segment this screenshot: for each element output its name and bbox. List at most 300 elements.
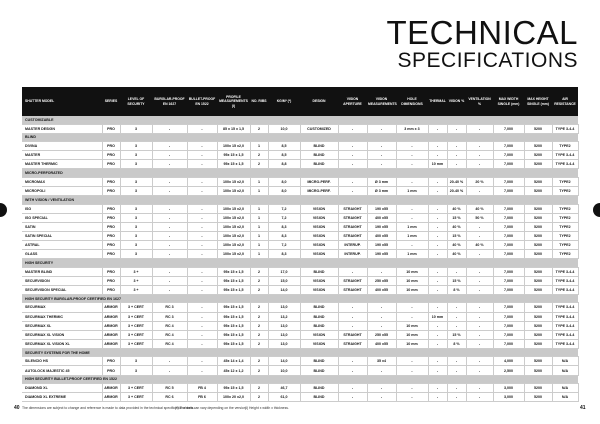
cell: - bbox=[338, 321, 367, 330]
cell: - bbox=[466, 151, 493, 160]
cell: - bbox=[152, 124, 187, 133]
cell: PRO bbox=[102, 160, 120, 169]
cell: ARMOR bbox=[102, 384, 120, 393]
cell: PRO bbox=[102, 357, 120, 366]
cell: BLIND bbox=[300, 142, 338, 151]
cell: 95x 15 x 1,5 bbox=[217, 285, 250, 294]
cell: 7,000 bbox=[493, 231, 524, 240]
cell: TYPE 3-4-4 bbox=[552, 339, 578, 348]
cell: - bbox=[396, 312, 428, 321]
cell: 2 bbox=[250, 366, 268, 375]
model-name: ISO SPECIAL bbox=[22, 213, 102, 222]
cell: 7,000 bbox=[493, 213, 524, 222]
table-row bbox=[22, 393, 578, 402]
group-row bbox=[22, 259, 578, 268]
cell: 15 % bbox=[447, 213, 466, 222]
cell: - bbox=[466, 357, 493, 366]
cell: - bbox=[466, 160, 493, 169]
cell: - bbox=[447, 384, 466, 393]
cell: 3 + CERT bbox=[120, 384, 152, 393]
cell: - bbox=[466, 222, 493, 231]
cell: - bbox=[428, 303, 447, 312]
cell: 35 x4 bbox=[367, 357, 396, 366]
cell: - bbox=[367, 384, 396, 393]
cell: - bbox=[187, 285, 217, 294]
cell: - bbox=[152, 160, 187, 169]
cell: 7,000 bbox=[493, 312, 524, 321]
cell: RC 5 bbox=[152, 384, 187, 393]
cell: 3 bbox=[120, 124, 152, 133]
cell: 2 bbox=[250, 285, 268, 294]
cell: 3,000 bbox=[493, 393, 524, 402]
cell: - bbox=[396, 357, 428, 366]
cell: 13,0 bbox=[268, 330, 300, 339]
cell: - bbox=[428, 240, 447, 249]
cell: - bbox=[338, 393, 367, 402]
cell: 8,0 bbox=[268, 177, 300, 186]
cell: - bbox=[152, 240, 187, 249]
cell: 100x 15 x2,0 bbox=[217, 250, 250, 259]
cell: 14,0 bbox=[268, 357, 300, 366]
cell: TYPE2 bbox=[552, 186, 578, 195]
cell: 3 + CERT bbox=[120, 339, 152, 348]
cell: 20 % bbox=[466, 177, 493, 186]
page-number-right: 41 bbox=[580, 405, 586, 411]
cell: 3 bbox=[120, 366, 152, 375]
cell: MICRO-PERF. bbox=[300, 186, 338, 195]
cell: 8 % bbox=[447, 339, 466, 348]
group-label: HIGH SECURITY BULLET-PROOF CERTIFIED EN 1522 bbox=[22, 375, 578, 384]
cell: - bbox=[152, 222, 187, 231]
cell: 46,7 bbox=[268, 384, 300, 393]
cell: BLIND bbox=[300, 312, 338, 321]
footnote: The dimensions are subject to change and reference is made to data provided in the technical specification sheets. bbox=[22, 406, 195, 410]
table-row bbox=[22, 384, 578, 393]
cell: ARMOR bbox=[102, 339, 120, 348]
cell: - bbox=[466, 321, 493, 330]
column-header: THERMAL bbox=[428, 87, 447, 116]
cell: 3 + CERT bbox=[120, 330, 152, 339]
cell: - bbox=[338, 384, 367, 393]
model-name: SECURVISION SPECIAL bbox=[22, 285, 102, 294]
cell: - bbox=[152, 357, 187, 366]
model-name: AUTOLOCK MAJESTIC 45 bbox=[22, 366, 102, 375]
cell: ARMOR bbox=[102, 312, 120, 321]
cell: TYPE2 bbox=[552, 250, 578, 259]
cell: 20-40 % bbox=[447, 186, 466, 195]
cell: - bbox=[367, 142, 396, 151]
cell: - bbox=[466, 231, 493, 240]
cell: - bbox=[428, 204, 447, 213]
cell: 250 x55 bbox=[367, 330, 396, 339]
cell: - bbox=[396, 366, 428, 375]
cell: 3 bbox=[120, 213, 152, 222]
cell: 2 bbox=[250, 124, 268, 133]
cell: 3 bbox=[120, 222, 152, 231]
cell: - bbox=[466, 276, 493, 285]
cell: 3 + bbox=[120, 276, 152, 285]
cell: 2 bbox=[250, 303, 268, 312]
cell: TYPE 3-4-4 bbox=[552, 285, 578, 294]
cell: - bbox=[428, 177, 447, 186]
table-row bbox=[22, 240, 578, 249]
column-header: HOLE DIMENSIONS bbox=[396, 87, 428, 116]
cell: 5200 bbox=[524, 231, 552, 240]
model-name: DIAMOND XL EXTREME bbox=[22, 393, 102, 402]
cell: 7,000 bbox=[493, 186, 524, 195]
cell: - bbox=[447, 312, 466, 321]
cell: - bbox=[187, 250, 217, 259]
cell: PRO bbox=[102, 124, 120, 133]
model-name: SATIN bbox=[22, 222, 102, 231]
table-row bbox=[22, 366, 578, 375]
cell: - bbox=[466, 142, 493, 151]
cell: 13,2 bbox=[268, 312, 300, 321]
cell: 40 % bbox=[466, 204, 493, 213]
cell: 8,5 bbox=[268, 142, 300, 151]
cell: 15 % bbox=[447, 330, 466, 339]
cell: STRAIGHT bbox=[338, 213, 367, 222]
column-header: KG/M² (*) bbox=[268, 87, 300, 116]
cell: 2,500 bbox=[493, 366, 524, 375]
cell: VISION bbox=[300, 330, 338, 339]
cell: 2 bbox=[250, 321, 268, 330]
cell: 5200 bbox=[524, 240, 552, 249]
cell: 1 bbox=[250, 240, 268, 249]
cell: - bbox=[466, 250, 493, 259]
cell: - bbox=[466, 393, 493, 402]
group-label: WITH VISION / VENTILATION bbox=[22, 196, 578, 205]
cell: 15,0 bbox=[268, 276, 300, 285]
cell: 10 mm bbox=[396, 285, 428, 294]
model-name: SILENCIO HS bbox=[22, 357, 102, 366]
cell: 3 bbox=[120, 142, 152, 151]
model-name: SECURMAX XL VISION bbox=[22, 330, 102, 339]
cell: RC 4 bbox=[152, 339, 187, 348]
group-label: MICRO-PERFORATED bbox=[22, 169, 578, 178]
cell: - bbox=[466, 384, 493, 393]
model-name: SECURVISION bbox=[22, 276, 102, 285]
cell: - bbox=[396, 303, 428, 312]
cell: 3 bbox=[120, 160, 152, 169]
cell: - bbox=[187, 339, 217, 348]
cell: 1 bbox=[250, 142, 268, 151]
group-row bbox=[22, 169, 578, 178]
cell: 190 x55 bbox=[367, 222, 396, 231]
cell: 1 mm bbox=[396, 222, 428, 231]
cell: TYPE 3-4-4 bbox=[552, 124, 578, 133]
table-row bbox=[22, 339, 578, 348]
cell: 40 % bbox=[447, 240, 466, 249]
cell: TYPE2 bbox=[552, 240, 578, 249]
cell: 3 mm x 3 bbox=[396, 124, 428, 133]
cell: 400 x55 bbox=[367, 231, 396, 240]
cell: - bbox=[396, 384, 428, 393]
cell: - bbox=[187, 222, 217, 231]
cell: - bbox=[338, 142, 367, 151]
table-row bbox=[22, 186, 578, 195]
model-name: SECURMAX XL VISION XL bbox=[22, 339, 102, 348]
cell: 7,000 bbox=[493, 250, 524, 259]
cell: - bbox=[367, 160, 396, 169]
cell: 10 mm bbox=[396, 267, 428, 276]
cell: 15 % bbox=[447, 276, 466, 285]
cell: TYPE2 bbox=[552, 231, 578, 240]
cell: RC 4 bbox=[152, 330, 187, 339]
cell: - bbox=[187, 124, 217, 133]
cell: 2 bbox=[250, 384, 268, 393]
cell: - bbox=[367, 267, 396, 276]
cell: - bbox=[152, 186, 187, 195]
cell: RC 3 bbox=[152, 312, 187, 321]
cell: 2 bbox=[250, 312, 268, 321]
cell: - bbox=[428, 366, 447, 375]
cell: PRO bbox=[102, 204, 120, 213]
table-row bbox=[22, 231, 578, 240]
cell: PRO bbox=[102, 177, 120, 186]
cell: TYPE 3-4-4 bbox=[552, 330, 578, 339]
cell: 85 x 15 x 1,5 bbox=[217, 124, 250, 133]
group-label: BLIND bbox=[22, 133, 578, 142]
cell: - bbox=[187, 303, 217, 312]
cell: 13,0 bbox=[268, 303, 300, 312]
cell: 7,000 bbox=[493, 321, 524, 330]
model-name: SATIN SPECIAL bbox=[22, 231, 102, 240]
column-header: SHUTTER MODEL bbox=[22, 87, 102, 116]
group-row bbox=[22, 348, 578, 357]
cell: 3 bbox=[120, 240, 152, 249]
cell: - bbox=[466, 330, 493, 339]
cell: 100x 15 x2,0 bbox=[217, 231, 250, 240]
cell: VISION bbox=[300, 213, 338, 222]
table-row bbox=[22, 250, 578, 259]
cell: TYPE 3-4-4 bbox=[552, 312, 578, 321]
cell: 100x 15 x2,0 bbox=[217, 222, 250, 231]
cell: INTERUP. bbox=[338, 250, 367, 259]
cell: BLIND bbox=[300, 357, 338, 366]
cell: TYPE 3-4-4 bbox=[552, 321, 578, 330]
column-header: VISION APERTURE bbox=[338, 87, 367, 116]
cell: 1 bbox=[250, 186, 268, 195]
cell: 5200 bbox=[524, 267, 552, 276]
cell: - bbox=[187, 276, 217, 285]
column-header: MAX WIDTH SINGLE (mm) bbox=[493, 87, 524, 116]
cell: 10 mm bbox=[428, 160, 447, 169]
group-row bbox=[22, 196, 578, 205]
cell: - bbox=[428, 231, 447, 240]
group-label: HIGH SECURITY BURGLAR-PROOF CERTIFIED EN 1627 bbox=[22, 294, 578, 303]
cell: 95x 15 x 1,5 bbox=[217, 151, 250, 160]
page-number-left: 40 bbox=[14, 405, 20, 411]
cell: - bbox=[187, 267, 217, 276]
cell: 100x 15 x2,0 bbox=[217, 240, 250, 249]
cell: FB 6 bbox=[187, 393, 217, 402]
cell: 7,000 bbox=[493, 151, 524, 160]
cell: 10,0 bbox=[268, 124, 300, 133]
cell: - bbox=[338, 186, 367, 195]
cell: - bbox=[396, 151, 428, 160]
cell: 95x 15 x 1,5 bbox=[217, 330, 250, 339]
cell: 190 x55 bbox=[367, 250, 396, 259]
cell: - bbox=[466, 124, 493, 133]
cell: 5200 bbox=[524, 151, 552, 160]
cell: 5200 bbox=[524, 384, 552, 393]
cell: 7,000 bbox=[493, 142, 524, 151]
cell: 100x 15 x2,0 bbox=[217, 213, 250, 222]
cell: 45x 14 x 1,4 bbox=[217, 357, 250, 366]
cell: - bbox=[152, 231, 187, 240]
cell: - bbox=[152, 285, 187, 294]
cell: - bbox=[396, 142, 428, 151]
cell: 7,000 bbox=[493, 267, 524, 276]
cell: 5200 bbox=[524, 177, 552, 186]
cell: - bbox=[152, 276, 187, 285]
cell: 1 mm bbox=[396, 186, 428, 195]
cell: 7,000 bbox=[493, 160, 524, 169]
cell: 7,000 bbox=[493, 177, 524, 186]
cell: 5200 bbox=[524, 366, 552, 375]
cell: - bbox=[466, 186, 493, 195]
cell: 45x 12 x 1,2 bbox=[217, 366, 250, 375]
cell: 95x 15 x 1,5 bbox=[217, 384, 250, 393]
cell: - bbox=[367, 303, 396, 312]
cell: - bbox=[447, 142, 466, 151]
cell: 10 mm bbox=[428, 312, 447, 321]
cell: 100x 20 x2,0 bbox=[217, 393, 250, 402]
cell: 400 x55 bbox=[367, 213, 396, 222]
cell: 40 % bbox=[447, 222, 466, 231]
cell: BLIND bbox=[300, 393, 338, 402]
cell: - bbox=[428, 151, 447, 160]
cell: 7,000 bbox=[493, 124, 524, 133]
cell: - bbox=[447, 160, 466, 169]
cell: - bbox=[338, 160, 367, 169]
cell: 4,000 bbox=[493, 357, 524, 366]
cell: 8,3 bbox=[268, 231, 300, 240]
cell: - bbox=[152, 267, 187, 276]
cell: TYPE2 bbox=[552, 204, 578, 213]
cell: - bbox=[396, 240, 428, 249]
column-header: VISION % bbox=[447, 87, 466, 116]
table-row bbox=[22, 285, 578, 294]
table-row bbox=[22, 151, 578, 160]
cell: 5200 bbox=[524, 276, 552, 285]
cell: - bbox=[428, 321, 447, 330]
cell: PRO bbox=[102, 213, 120, 222]
table-row bbox=[22, 222, 578, 231]
cell: 7,000 bbox=[493, 303, 524, 312]
cell: - bbox=[447, 393, 466, 402]
cell: 2 bbox=[250, 160, 268, 169]
cell: 3 + CERT bbox=[120, 312, 152, 321]
group-row bbox=[22, 294, 578, 303]
cell: 5200 bbox=[524, 186, 552, 195]
cell: STRAIGHT bbox=[338, 276, 367, 285]
cell: RC 4 bbox=[152, 321, 187, 330]
cell: - bbox=[447, 357, 466, 366]
cell: - bbox=[338, 267, 367, 276]
cell: 100x 15 x2,0 bbox=[217, 177, 250, 186]
model-name: MASTER THERMIC bbox=[22, 160, 102, 169]
cell: - bbox=[187, 204, 217, 213]
cell: - bbox=[152, 366, 187, 375]
cell: PRO bbox=[102, 366, 120, 375]
cell: RC 6 bbox=[152, 393, 187, 402]
cell: BLIND bbox=[300, 160, 338, 169]
cell: 400 x55 bbox=[367, 339, 396, 348]
cell: BLIND bbox=[300, 303, 338, 312]
cell: 8,8 bbox=[268, 160, 300, 169]
cell: 13,0 bbox=[268, 339, 300, 348]
cell: 1 bbox=[250, 213, 268, 222]
cell: 3 bbox=[120, 204, 152, 213]
cell: PRO bbox=[102, 285, 120, 294]
table-row bbox=[22, 177, 578, 186]
cell: 100x 15 x2,0 bbox=[217, 142, 250, 151]
cell: VISION bbox=[300, 339, 338, 348]
cell: - bbox=[187, 321, 217, 330]
column-header: BURGLAR-PROOF EN 1627 bbox=[152, 87, 187, 116]
cell: VISION bbox=[300, 240, 338, 249]
cell: - bbox=[187, 240, 217, 249]
cell: PRO bbox=[102, 142, 120, 151]
table-row bbox=[22, 142, 578, 151]
cell: ARMOR bbox=[102, 321, 120, 330]
model-name: SECURMAX XL bbox=[22, 321, 102, 330]
cell: 95x 15 x 1,5 bbox=[217, 276, 250, 285]
cell: - bbox=[152, 213, 187, 222]
cell: - bbox=[338, 177, 367, 186]
cell: 1 mm bbox=[396, 231, 428, 240]
cell: 5200 bbox=[524, 339, 552, 348]
model-name: MICROPOLI bbox=[22, 186, 102, 195]
cell: 40 % bbox=[466, 240, 493, 249]
cell: - bbox=[447, 151, 466, 160]
group-label: SECURITY SYSTEMS FOR THE HOME bbox=[22, 348, 578, 357]
cell: MICRO-PERF. bbox=[300, 177, 338, 186]
group-row bbox=[22, 116, 578, 124]
cell: - bbox=[428, 393, 447, 402]
cell: - bbox=[396, 177, 428, 186]
cell: 5200 bbox=[524, 142, 552, 151]
model-name: ISO bbox=[22, 204, 102, 213]
cell: 8,3 bbox=[268, 222, 300, 231]
cell: 3 bbox=[120, 177, 152, 186]
cell: 10,0 bbox=[268, 366, 300, 375]
model-name: ASTRAL bbox=[22, 240, 102, 249]
cell: STRAIGHT bbox=[338, 222, 367, 231]
group-label: HIGH SECURITY bbox=[22, 259, 578, 268]
cell: Ø 3 mm bbox=[367, 177, 396, 186]
cell: 2 bbox=[250, 339, 268, 348]
cell: 5200 bbox=[524, 250, 552, 259]
cell: - bbox=[466, 366, 493, 375]
cell: STRAIGHT bbox=[338, 204, 367, 213]
cell: 95x 15 x 1,5 bbox=[217, 312, 250, 321]
cell: - bbox=[152, 142, 187, 151]
cell: 8 % bbox=[447, 285, 466, 294]
cell: - bbox=[367, 124, 396, 133]
cell: 1 bbox=[250, 177, 268, 186]
cell: TYPE2 bbox=[552, 213, 578, 222]
column-header: SERIES bbox=[102, 87, 120, 116]
cell: - bbox=[466, 339, 493, 348]
cell: BLIND bbox=[300, 151, 338, 160]
column-header: DESIGN bbox=[300, 87, 338, 116]
cell: 7,000 bbox=[493, 276, 524, 285]
cell: VISION bbox=[300, 231, 338, 240]
table-row bbox=[22, 330, 578, 339]
